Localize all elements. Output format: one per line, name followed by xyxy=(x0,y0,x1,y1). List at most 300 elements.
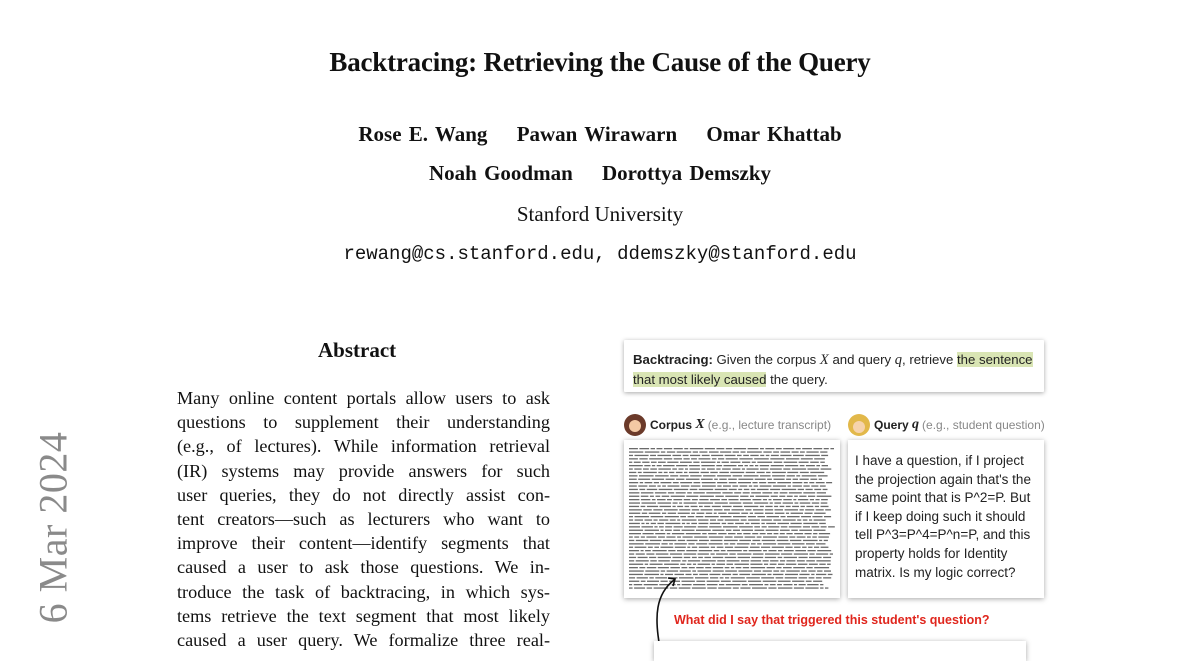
transcript-word-mark xyxy=(677,506,683,507)
transcript-word-mark xyxy=(781,570,785,571)
transcript-word-mark xyxy=(789,526,802,527)
transcript-word-mark xyxy=(657,448,663,449)
transcript-word-mark xyxy=(786,570,800,571)
transcript-word-mark xyxy=(698,553,709,554)
transcript-word-mark xyxy=(681,485,690,486)
transcript-word-mark xyxy=(743,492,750,493)
transcript-word-mark xyxy=(780,492,788,493)
transcript-word-mark xyxy=(828,526,835,527)
transcript-word-mark xyxy=(649,485,656,486)
transcript-word-mark xyxy=(701,472,709,473)
transcript-word-mark xyxy=(766,523,776,524)
transcript-word-mark xyxy=(649,557,656,558)
definition-text: Given the corpus xyxy=(712,352,820,367)
transcript-word-mark xyxy=(780,530,790,531)
transcript-word-mark xyxy=(825,509,831,510)
transcript-word-mark xyxy=(757,472,765,473)
transcript-word-mark xyxy=(738,465,743,466)
transcript-word-mark xyxy=(716,553,728,554)
transcript-word-mark xyxy=(814,519,826,520)
transcript-word-mark xyxy=(759,482,766,483)
transcript-word-mark xyxy=(783,499,792,500)
transcript-word-mark xyxy=(718,587,731,588)
transcript-word-mark xyxy=(652,479,664,480)
transcript-word-mark xyxy=(789,536,795,537)
query-box xyxy=(848,440,1044,598)
transcript-word-mark xyxy=(691,485,701,486)
transcript-word-mark xyxy=(667,462,678,463)
transcript-word-mark xyxy=(689,567,695,568)
transcript-word-mark xyxy=(748,448,759,449)
transcript-word-mark xyxy=(743,533,750,534)
transcript-word-mark xyxy=(749,485,752,486)
transcript-word-mark xyxy=(768,482,776,483)
transcript-word-mark xyxy=(709,526,721,527)
transcript-word-mark xyxy=(710,472,718,473)
transcript-word-mark xyxy=(787,560,796,561)
transcript-word-mark xyxy=(768,587,776,588)
transcript-word-mark xyxy=(800,465,805,466)
transcript-word-mark xyxy=(635,519,643,520)
transcript-word-mark xyxy=(806,465,815,466)
transcript-word-mark xyxy=(785,465,798,466)
transcript-word-mark xyxy=(666,536,675,537)
transcript-word-mark xyxy=(786,506,791,507)
transcript-word-mark xyxy=(718,513,726,514)
transcript-word-mark xyxy=(749,550,762,551)
transcript-word-mark xyxy=(645,519,653,520)
transcript-word-mark xyxy=(629,570,644,571)
transcript-word-mark xyxy=(656,553,669,554)
transcript-word-mark xyxy=(763,543,776,544)
transcript-word-mark xyxy=(781,451,791,452)
transcript-word-mark xyxy=(713,570,724,571)
transcript-word-mark xyxy=(783,567,792,568)
transcript-word-mark xyxy=(692,499,698,500)
transcript-word-mark xyxy=(791,523,802,524)
transcript-word-mark xyxy=(658,567,669,568)
transcript-word-mark xyxy=(629,479,637,480)
transcript-word-mark xyxy=(667,451,675,452)
transcript-word-mark xyxy=(715,489,728,490)
transcript-word-mark xyxy=(742,462,750,463)
transcript-word-mark xyxy=(794,547,801,548)
transcript-word-mark xyxy=(675,574,685,575)
transcript-word-mark xyxy=(629,564,643,565)
abstract-line: tent creators—such as lecturers who want to xyxy=(177,509,550,530)
transcript-word-mark xyxy=(680,475,689,476)
transcript-word-mark xyxy=(729,553,735,554)
transcript-word-mark xyxy=(664,448,672,449)
transcript-word-mark xyxy=(772,472,786,473)
corpus-var: X xyxy=(695,417,705,432)
transcript-word-mark xyxy=(725,577,729,578)
transcript-word-mark xyxy=(723,526,738,527)
transcript-word-mark xyxy=(787,496,793,497)
transcript-word-mark xyxy=(721,499,727,500)
transcript-word-mark xyxy=(694,482,701,483)
transcript-word-mark xyxy=(760,468,768,469)
transcript-word-mark xyxy=(778,523,790,524)
transcript-word-mark xyxy=(771,465,784,466)
transcript-word-mark xyxy=(807,536,811,537)
transcript-word-mark xyxy=(770,489,780,490)
transcript-word-mark xyxy=(684,448,688,449)
transcript-word-mark xyxy=(731,577,745,578)
transcript-word-mark xyxy=(669,543,673,544)
transcript-word-mark xyxy=(791,513,803,514)
transcript-word-mark xyxy=(770,584,776,585)
transcript-word-mark xyxy=(668,485,680,486)
transcript-word-mark xyxy=(786,458,799,459)
transcript-word-mark xyxy=(750,547,760,548)
transcript-word-mark xyxy=(803,526,810,527)
transcript-word-mark xyxy=(743,567,749,568)
transcript-word-mark xyxy=(715,496,723,497)
transcript-word-mark xyxy=(673,502,678,503)
transcript-word-mark xyxy=(639,458,647,459)
transcript-word-mark xyxy=(714,509,723,510)
definition-term: Backtracing: xyxy=(633,352,713,367)
transcript-word-mark xyxy=(707,584,718,585)
transcript-word-mark xyxy=(735,564,749,565)
transcript-word-mark xyxy=(766,472,770,473)
transcript-word-mark xyxy=(665,530,672,531)
transcript-word-mark xyxy=(783,519,796,520)
transcript-word-mark xyxy=(765,509,773,510)
transcript-word-mark xyxy=(763,451,771,452)
lecturer-avatar-icon xyxy=(624,414,646,436)
transcript-word-mark xyxy=(690,468,701,469)
transcript-word-mark xyxy=(709,536,723,537)
transcript-word-mark xyxy=(639,475,654,476)
transcript-word-mark xyxy=(664,564,679,565)
transcript-word-mark xyxy=(748,516,756,517)
transcript-word-mark xyxy=(693,564,696,565)
transcript-word-mark xyxy=(692,509,699,510)
transcript-word-mark xyxy=(638,472,642,473)
transcript-word-mark xyxy=(658,468,671,469)
transcript-word-mark xyxy=(729,502,741,503)
transcript-word-mark xyxy=(820,451,827,452)
transcript-word-mark xyxy=(658,472,662,473)
transcript-word-mark xyxy=(821,499,828,500)
transcript-word-mark xyxy=(700,496,714,497)
transcript-word-mark xyxy=(770,560,778,561)
transcript-word-mark xyxy=(775,513,785,514)
transcript-word-mark xyxy=(658,536,665,537)
transcript-word-mark xyxy=(793,499,796,500)
transcript-word-mark xyxy=(819,523,826,524)
transcript-word-mark xyxy=(732,509,744,510)
transcript-word-mark xyxy=(816,509,824,510)
transcript-word-mark xyxy=(663,465,675,466)
transcript-word-mark xyxy=(699,540,709,541)
transcript-word-mark xyxy=(823,489,828,490)
transcript-word-mark xyxy=(752,574,766,575)
transcript-word-mark xyxy=(794,533,803,534)
transcript-word-mark xyxy=(693,492,705,493)
transcript-word-mark xyxy=(673,455,682,456)
transcript-word-mark xyxy=(830,553,833,554)
transcript-word-mark xyxy=(741,519,747,520)
transcript-word-mark xyxy=(726,448,732,449)
transcript-word-mark xyxy=(658,502,672,503)
transcript-word-mark xyxy=(676,479,684,480)
transcript-word-mark xyxy=(750,496,754,497)
transcript-word-mark xyxy=(747,468,759,469)
transcript-word-mark xyxy=(629,455,633,456)
transcript-word-mark xyxy=(696,530,711,531)
transcript-word-mark xyxy=(774,479,785,480)
transcript-word-mark xyxy=(667,570,679,571)
transcript-word-mark xyxy=(661,547,674,548)
transcript-word-mark xyxy=(736,567,742,568)
transcript-word-mark xyxy=(711,553,715,554)
transcript-word-mark xyxy=(723,485,731,486)
transcript-word-mark xyxy=(819,540,822,541)
transcript-word-mark xyxy=(830,448,834,449)
transcript-word-mark xyxy=(653,509,662,510)
transcript-word-mark xyxy=(726,458,738,459)
transcript-word-mark xyxy=(629,499,639,500)
transcript-word-mark xyxy=(760,533,766,534)
transcript-word-mark xyxy=(659,489,673,490)
transcript-word-mark xyxy=(786,479,791,480)
transcript-word-mark xyxy=(713,567,723,568)
transcript-word-mark xyxy=(824,540,828,541)
transcript-word-mark xyxy=(791,530,798,531)
transcript-word-mark xyxy=(737,543,750,544)
definition-text: the query. xyxy=(766,372,828,387)
transcript-word-mark xyxy=(794,496,798,497)
transcript-word-mark xyxy=(817,550,831,551)
transcript-word-mark xyxy=(823,577,831,578)
transcript-word-mark xyxy=(682,530,695,531)
transcript-word-mark xyxy=(711,547,715,548)
transcript-word-mark xyxy=(742,584,748,585)
transcript-word-mark xyxy=(794,584,797,585)
transcript-word-mark xyxy=(784,557,797,558)
query-var: q xyxy=(912,417,920,432)
transcript-word-mark xyxy=(793,482,803,483)
transcript-word-mark xyxy=(741,560,749,561)
query-label xyxy=(848,414,1045,436)
transcript-word-mark xyxy=(802,475,817,476)
transcript-word-mark xyxy=(725,547,733,548)
transcript-word-mark xyxy=(645,550,651,551)
transcript-word-mark xyxy=(786,513,789,514)
transcript-word-mark xyxy=(813,448,822,449)
transcript-word-mark xyxy=(629,482,638,483)
transcript-word-mark xyxy=(740,485,748,486)
transcript-word-mark xyxy=(648,547,653,548)
transcript-word-mark xyxy=(824,448,829,449)
definition-box xyxy=(624,340,1044,392)
transcript-word-mark xyxy=(819,533,830,534)
transcript-word-mark xyxy=(825,587,828,588)
transcript-word-mark xyxy=(698,519,709,520)
transcript-word-mark xyxy=(773,570,779,571)
transcript-word-mark xyxy=(684,557,691,558)
transcript-word-mark xyxy=(800,502,811,503)
transcript-word-mark xyxy=(629,530,643,531)
transcript-word-mark xyxy=(821,506,829,507)
transcript-word-mark xyxy=(813,533,817,534)
transcript-word-mark xyxy=(751,560,762,561)
transcript-word-mark xyxy=(662,485,666,486)
transcript-word-mark xyxy=(643,468,649,469)
transcript-word-mark xyxy=(670,475,678,476)
transcript-word-mark xyxy=(818,475,828,476)
transcript-word-mark xyxy=(686,550,697,551)
transcript-word-mark xyxy=(773,451,779,452)
transcript-word-mark xyxy=(753,499,762,500)
transcript-word-mark xyxy=(629,577,635,578)
transcript-word-mark xyxy=(796,448,801,449)
transcript-word-mark xyxy=(745,509,751,510)
transcript-word-mark xyxy=(674,526,683,527)
transcript-word-mark xyxy=(737,553,751,554)
transcript-word-mark xyxy=(668,513,676,514)
definition-text: and query xyxy=(828,352,895,367)
transcript-word-mark xyxy=(774,506,778,507)
transcript-word-mark xyxy=(745,523,749,524)
transcript-word-mark xyxy=(664,472,668,473)
transcript-word-mark xyxy=(684,502,697,503)
transcript-word-mark xyxy=(797,536,806,537)
transcript-word-mark xyxy=(821,547,829,548)
transcript-word-mark xyxy=(728,533,736,534)
transcript-word-mark xyxy=(751,489,756,490)
transcript-word-mark xyxy=(690,489,698,490)
transcript-word-mark xyxy=(824,516,831,517)
transcript-word-mark xyxy=(762,540,776,541)
transcript-word-mark xyxy=(698,557,703,558)
transcript-word-mark xyxy=(663,540,677,541)
transcript-word-mark xyxy=(751,523,760,524)
transcript-word-mark xyxy=(799,557,808,558)
transcript-word-mark xyxy=(693,574,698,575)
transcript-word-mark xyxy=(765,557,776,558)
transcript-word-mark xyxy=(698,564,711,565)
author-name: Omar Khattab xyxy=(706,122,842,146)
transcript-word-mark xyxy=(744,489,750,490)
transcript-word-mark xyxy=(819,564,825,565)
transcript-word-mark xyxy=(629,560,634,561)
transcript-word-mark xyxy=(780,506,785,507)
transcript-word-mark xyxy=(673,482,679,483)
transcript-word-mark xyxy=(650,496,654,497)
transcript-word-mark xyxy=(745,465,748,466)
transcript-word-mark xyxy=(642,462,649,463)
transcript-word-mark xyxy=(712,530,724,531)
transcript-word-mark xyxy=(713,557,724,558)
transcript-word-mark xyxy=(642,513,647,514)
transcript-word-mark xyxy=(634,536,639,537)
transcript-word-mark xyxy=(725,519,739,520)
transcript-word-mark xyxy=(677,536,681,537)
author-name: Noah Goodman xyxy=(428,161,573,185)
transcript-word-mark xyxy=(724,465,737,466)
transcript-word-mark xyxy=(651,516,664,517)
transcript-word-mark xyxy=(800,451,805,452)
transcript-word-mark xyxy=(719,472,729,473)
transcript-word-mark xyxy=(702,482,716,483)
transcript-word-mark xyxy=(770,564,777,565)
transcript-word-mark xyxy=(699,506,703,507)
transcript-word-mark xyxy=(790,540,802,541)
transcript-word-mark xyxy=(731,567,734,568)
transcript-word-mark xyxy=(710,523,720,524)
transcript-word-mark xyxy=(660,506,672,507)
transcript-word-mark xyxy=(780,455,791,456)
transcript-word-mark xyxy=(734,536,743,537)
transcript-word-mark xyxy=(809,553,814,554)
transcript-word-mark xyxy=(800,509,804,510)
transcript-word-mark xyxy=(685,468,688,469)
transcript-word-mark xyxy=(688,516,695,517)
transcript-word-mark xyxy=(733,516,746,517)
backtracing-prompt: What did I say that triggered this student's question? xyxy=(674,613,990,627)
transcript-word-mark xyxy=(688,543,694,544)
transcript-word-mark xyxy=(665,516,679,517)
transcript-word-mark xyxy=(629,506,639,507)
transcript-word-mark xyxy=(742,530,753,531)
transcript-word-mark xyxy=(699,550,713,551)
transcript-word-mark xyxy=(773,499,782,500)
transcript-word-mark xyxy=(680,564,685,565)
affiliation: Stanford University xyxy=(516,202,684,226)
transcript-word-mark xyxy=(689,465,700,466)
transcript-word-mark xyxy=(635,455,649,456)
transcript-word-mark xyxy=(783,468,790,469)
transcript-word-mark xyxy=(754,458,769,459)
transcript-word-mark xyxy=(771,455,779,456)
transcript-word-mark xyxy=(783,584,792,585)
transcript-word-mark xyxy=(691,523,697,524)
arxiv-date-stamp xyxy=(30,432,76,622)
transcript-word-mark xyxy=(757,516,765,517)
transcript-word-mark xyxy=(717,482,727,483)
transcript-word-mark xyxy=(690,448,704,449)
transcript-word-mark xyxy=(781,516,786,517)
paper-title: Backtracing: Retrieving the Cause of the Query xyxy=(329,47,871,77)
transcript-word-mark xyxy=(814,489,821,490)
transcript-word-mark xyxy=(785,574,798,575)
abstract-heading: Abstract xyxy=(318,338,397,362)
transcript-word-mark xyxy=(782,489,797,490)
transcript-word-mark xyxy=(820,462,825,463)
transcript-word-mark xyxy=(806,543,815,544)
query-hint: (e.g., student question) xyxy=(922,418,1045,432)
transcript-word-mark xyxy=(644,465,650,466)
transcript-word-mark xyxy=(740,496,748,497)
transcript-word-mark xyxy=(792,451,799,452)
transcript-word-mark xyxy=(671,560,680,561)
transcript-word-mark xyxy=(729,499,739,500)
transcript-word-mark xyxy=(699,523,709,524)
transcript-word-mark xyxy=(816,499,820,500)
transcript-word-mark xyxy=(799,577,808,578)
transcript-word-mark xyxy=(738,570,752,571)
transcript-word-mark xyxy=(686,496,698,497)
transcript-word-mark xyxy=(641,492,654,493)
transcript-word-mark xyxy=(707,581,720,582)
transcript-word-mark xyxy=(765,506,772,507)
transcript-word-mark xyxy=(707,587,716,588)
transcript-word-mark xyxy=(747,451,762,452)
